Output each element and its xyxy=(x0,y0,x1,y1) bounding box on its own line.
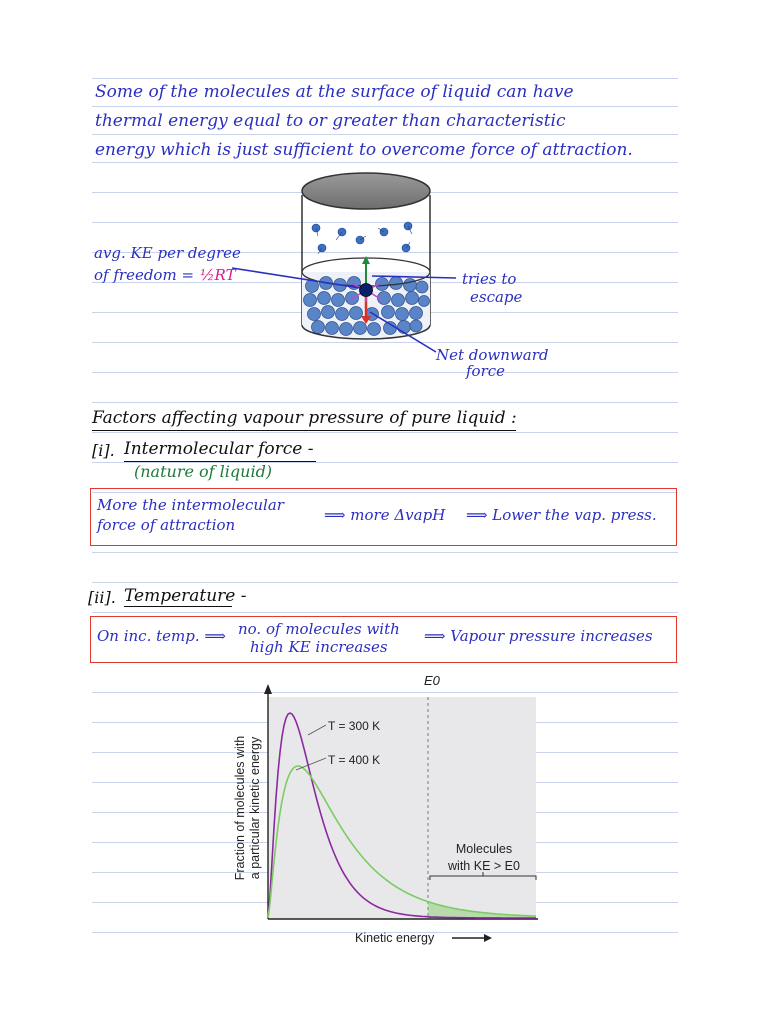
avg-ke-value: ½RT xyxy=(200,266,236,284)
box2-left: On inc. temp. ⟹ xyxy=(97,627,226,645)
box1-right: ⟹ Lower the vap. press. xyxy=(466,506,657,524)
box2-right: ⟹ Vapour pressure increases xyxy=(424,627,653,645)
tries-label-2: escape xyxy=(470,288,523,306)
plot-background xyxy=(268,697,536,919)
factor2-title: Temperature - xyxy=(124,586,247,606)
y-axis-label-line-1: Fraction of molecules with xyxy=(233,735,247,881)
box1-left-line-2: force of attraction xyxy=(97,516,236,534)
tries-label-1: tries to xyxy=(462,270,517,288)
e0-label: E0 xyxy=(424,673,440,688)
series-400k-label: T = 400 K xyxy=(328,753,381,767)
box1-left-line-1: More the intermolecular xyxy=(97,496,284,514)
y-axis-label-line-2: a particular kinetic energy xyxy=(248,736,262,880)
factor1-number: [i]. xyxy=(92,441,115,460)
x-axis-label: Kinetic energy xyxy=(355,931,435,945)
annotation-line-1: Molecules xyxy=(455,842,513,856)
box2-middle-line-2: high KE increases xyxy=(250,638,388,656)
series-300k-label: T = 300 K xyxy=(328,719,381,733)
box2-middle-line-1: no. of molecules with xyxy=(238,620,400,638)
annotation-line-2: with KE > E0 xyxy=(448,859,520,873)
factor1-subtitle: (nature of liquid) xyxy=(134,462,273,481)
factors-heading: Factors affecting vapour pressure of pure liquid : xyxy=(92,408,517,428)
net-force-label-1: Net downward xyxy=(436,346,549,364)
factor2-number: [ii]. xyxy=(88,588,116,607)
avg-ke-label-1: avg. KE per degree xyxy=(94,244,241,262)
intro-line-2: thermal energy equal to or greater than characteristic xyxy=(95,111,566,131)
factor1-title: Intermolecular force - xyxy=(124,439,314,459)
avg-ke-label-2: of freedom = xyxy=(94,266,195,284)
intro-line-3: energy which is just sufficient to overcome force of attraction. xyxy=(95,140,633,160)
net-force-label-2: force xyxy=(466,362,506,380)
box1-middle: ⟹ more ΔvapH xyxy=(324,506,446,524)
intro-line-1: Some of the molecules at the surface of liquid can have xyxy=(95,82,574,102)
